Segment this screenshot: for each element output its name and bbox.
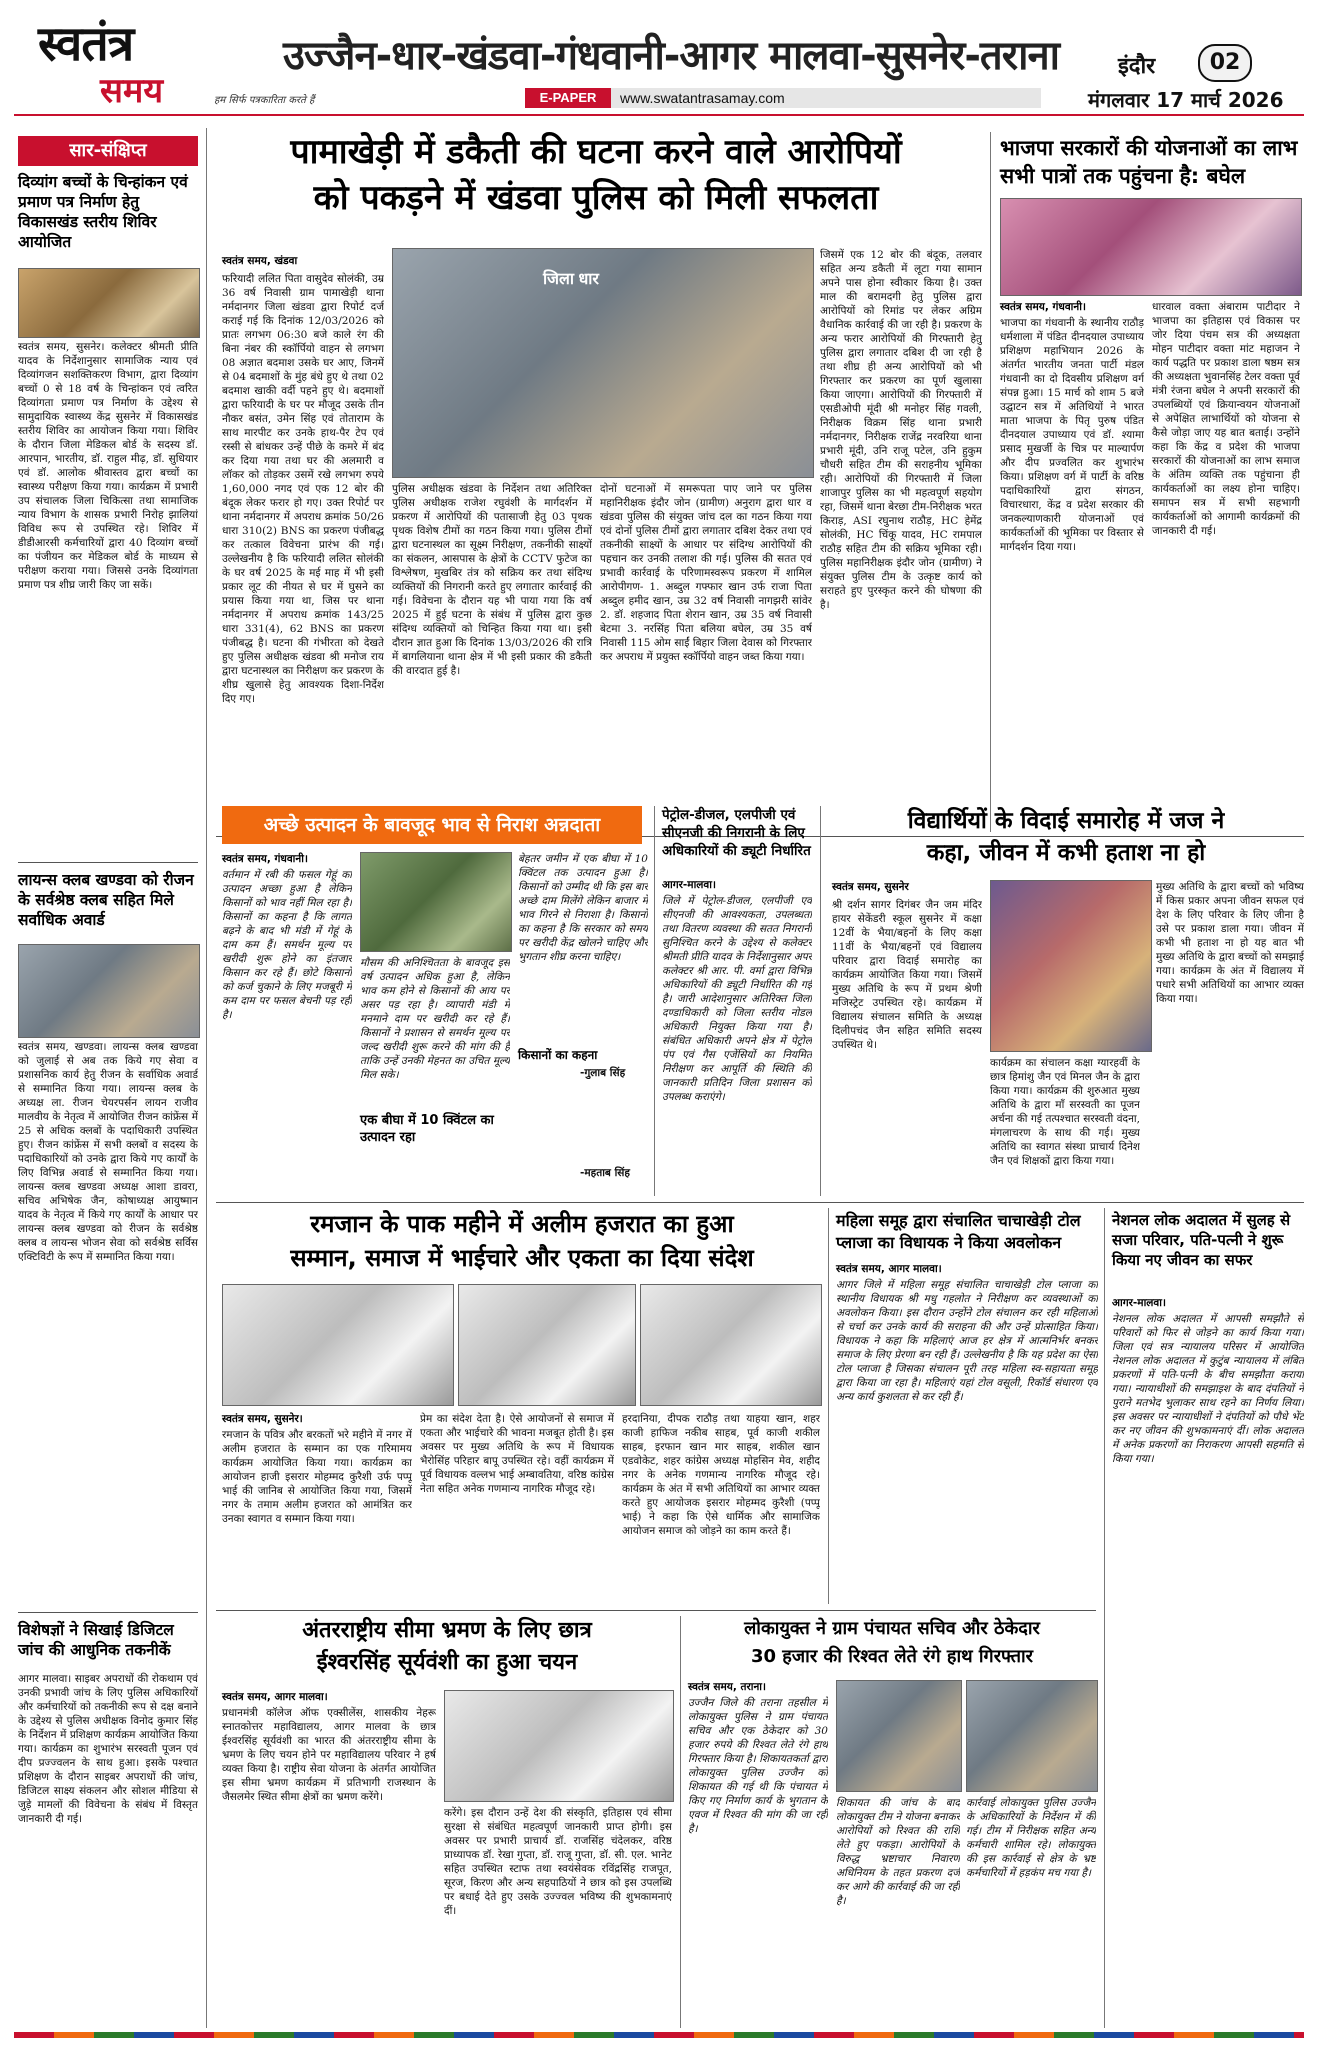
tagline: हम सिर्फ पत्रकारिता करते हैं xyxy=(214,95,315,106)
ramzan-col3: हरदानिया, दीपक राठौड़ तथा याहया खान, शहर काजी हाफिज नकीब साहब, पूर्व काजी शकील साहब, इरफान खान मार साहब, शकील खान एडवोकेट, शहर कांग्रेस अध्यक्ष मोहसिन मेव, शहीद नगर के अनेक गणमान्य नागरिक मौजूद रहे। कार्यक्रम के अंत में सभी अतिथियों का आभार व्यक्त करते हुए आयोजक इसरार मोहम्मद कुरैशी (पप्पू भाई) ने कहा कि ऐसे धार्मिक और सामाजिक आयोजन समाज को जोड़ने का काम करते हैं। xyxy=(622,1413,820,1537)
lokadalat-byline: आगर-मालवा। xyxy=(1112,1297,1166,1309)
border-headline-line1: अंतरराष्ट्रीय सीमा भ्रमण के लिए छात्र xyxy=(302,1618,592,1643)
masthead-rule xyxy=(14,114,1304,116)
ramzan-rule xyxy=(828,1208,829,1604)
border-headline-line2: ईश्वरसिंह सूर्यवंशी का हुआ चयन xyxy=(316,1650,578,1675)
farewell-col2: कार्यक्रम का संचालन कक्षा ग्यारहवीं के छात्र हिमांशु जैन एवं मिनल जैन के द्वारा किया गया। कार्यक्रम की शुरुआत मुख्य अतिथि के द्वारा माँ सरस्वती का पूजन अर्चना की गई तत्पश्चात सरस्वती वंदना, मंगलाचरण के साथ की गई। मुख्य अतिथि का स्वागत संस्था प्राचार्य दिनेश जैन एवं शिक्षकों द्वारा किया गया। xyxy=(990,1057,1140,1167)
fuel-headline: पेट्रोल-डीजल, एलपीजी एवं सीएनजी की निगरानी के लिए अधिकारियों की ड्यूटी निर्धारित xyxy=(662,807,811,859)
farmers-byline: स्वतंत्र समय, गंधवानी। xyxy=(222,853,308,865)
lokayukta-photo1 xyxy=(836,1680,962,1792)
border-col1: प्रधानमंत्री कॉलेज ऑफ एक्सीलेंस, शासकीय नेहरू स्नातकोत्तर महाविद्यालय, आगर मालवा के छात्र ईश्वरसिंह सूर्यवंशी का भारत की अंतरराष्ट्रीय सीमा के भ्रमण के लिए चयन होने पर महाविद्यालय परिवार ने हर्ष व्यक्त किया है। राष्ट्रीय सेवा योजना के अंतर्गत आयोजित इस सीमा भ्रमण कार्यक्रम में प्रतिभागी राजस्थान के जैसलमेर स्थित सीमा क्षेत्रों का भ्रमण करेंगे। xyxy=(222,1707,436,1803)
ramzan-headline-line1: रमजान के पाक महीने में अलीम हजरात का हुआ xyxy=(310,1210,734,1238)
lokayukta-headline-line2: 30 हजार की रिश्वत लेते रंगे हाथ गिरफ्तार xyxy=(750,1646,1034,1667)
bjp-col2: धारवाल वक्ता अंबाराम पाटीदार ने भाजपा का इतिहास एवं विकास पर जोर दिया पंचम सत्र की अध्यक्षता मोहन पाटीदार वक्ता मांट महाजन ने कार्य पद्धति पर प्रकाश डाला षष्ठम सत्र की अध्यक्षता भुवानसिंह टेलर वक्ता पूर्व मंत्री रंजना बघेल ने अपनी सरकारों की उपलब्धियों एवं क्रियान्वयन योजनाओं से अपेक्षित लाभार्थियों को योजना से कैसे जोड़ा जाए यह बात बताई। उन्होंने कहा कि केंद्र व प्रदेश की भाजपा सरकारों की योजनाओं का लाभ समाज के अंतिम व्यक्ति तक पहुंचाना ही कार्यकर्ताओं का लक्ष्य होना चाहिए। समापन सत्र में सभी सहभागी कार्यकर्ताओं को आगामी कार्यक्रमों की जानकारी दी गई। xyxy=(1152,301,1300,537)
issue-date: मंगलवार 17 मार्च 2026 xyxy=(1088,88,1284,112)
sidebar-story3-body: आगर मालवा। साइबर अपराधों की रोकथाम एवं उनकी प्रभावी जांच के लिए पुलिस अधिकारियों और कर्मचारियों को तकनीकी रूप से दक्ष बनाने के उद्देश्य से पुलिस अधीक्षक विनोद कुमार सिंह के निर्देशन में प्रशिक्षण कार्यक्रम आयोजित किया गया। कार्यक्रम का शुभारंभ सरस्वती पूजन एवं दीप प्रज्ज्वलन के साथ हुआ। इसके पश्चात प्रशिक्षण के दौरान साइबर अपराधों की जांच, डिजिटल साक्ष्य संकलन और सोशल मीडिया से जुड़े मामलों की विवेचना के संबंध में विस्तृत जानकारी दी गई। xyxy=(18,1673,198,1825)
sidebar-story2-headline: लायन्स क्लब खण्डवा को रीजन के सर्वश्रेष्ठ क्लब सहित मिले सर्वाधिक अवार्ड xyxy=(18,871,194,929)
lead-col1: फरियादी ललित पिता वासुदेव सोलंकी, उम्र 36 वर्ष निवासी ग्राम पामाखेड़ी थाना नर्मदानगर जिला खंडवा द्वारा रिपोर्ट दर्ज कराई गई कि दिनांक 12/03/2026 को प्रातः लगभग 06:30 बजे काले रंग की बिना नंबर की स्कॉर्पियो वाहन से लगभग 08 अज्ञात बदमाश उसके घर आए, जिनमें से 04 बदमाशों के मुंह बंधे हुए थे तथा 02 बदमाश खाकी वर्दी पहने हुए थे। बदमाशों द्वारा फरियादी के घर पर मौजूद उसके तीन नौकर बसंत, उमेन सिंह एवं तोताराम के साथ मारपीट कर उनके हाथ-पैर टेप एवं रस्सी से बांधकर उन्हें पीछे के कमरे में बंद कर दिया गया तथा घर की अलमारी व लॉकर को तोड़कर उसमें रखे लगभग रुपये 1,60,000 नगद एवं एक 12 बोर की बंदूक लेकर फरार हो गए। उक्त रिपोर्ट पर थाना नर्मदानगर में अपराध क्रमांक 50/26 धारा 310(2) BNS का प्रकरण पंजीबद्ध कर तत्काल विवेचना प्रारंभ की गई। उल्लेखनीय है कि फरियादी ललित सोलंकी के घर वर्ष 2025 के मई माह में भी इसी प्रकार लूट की नीयत से घर में घुसने का प्रयास किया गया था, जिस पर थाना नर्मदानगर में अपराध क्रमांक 143/25 धारा 331(4), 62 BNS का प्रकरण पंजीबद्ध है। घटना की गंभीरता को देखते हुए पुलिस अधीक्षक खंडवा श्री मनोज राय द्वारा घटनास्थल का निरीक्षण कर प्रकरण के शीघ्र खुलासे हेतु आवश्यक दिशा-निर्देश दिए गए। xyxy=(222,273,384,705)
sidebar-story1-headline: दिव्यांग बच्चों के चिन्हांकन एवं प्रमाण पत्र निर्माण हेतु विकासखंड स्तरीय शिविर आयोजित xyxy=(18,173,188,251)
sidebar-section-label: सार-संक्षिप्त xyxy=(18,136,198,166)
footer-bar xyxy=(14,2032,1304,2038)
sidebar-story2-body: स्वतंत्र समय, खण्डवा। लायन्स क्लब खण्डवा को जुलाई से अब तक किये गए सेवा व प्रशासनिक कार्य हेतु रीजन के सर्वाधिक अवार्ड से सम्मानित किया गया। लायन्स क्लब के अध्यक्ष ला. रीजन चेयरपर्सन लायन राजीव मालवीय के नेतृत्व में आयोजित रीजन कांफ्रेंस में 25 से अधिक क्लबों के पदाधिकारी उपस्थित हुए। रीजन कांफ्रेंस में सभी क्लबों व सदस्य के पदाधिकारियों को उनके द्वारा किये गए कार्यों के लिए विभिन्न अवार्ड से सम्मानित किया गया। लायन्स क्लब खण्डवा अध्यक्ष आशा डावरा, सचिव अभिषेक जैन, कोषाध्यक्ष आयुष्मान यादव के नेतृत्व में किये गए कार्यों के आधार पर लायन्स क्लब खण्डवा को रीजन के सर्वश्रेष्ठ क्लब व लायन्स भोजन सेवा को सर्वश्रेष्ठ सर्विस एक्टिविटी के रूप में सम्मानित किया गया। xyxy=(18,1041,198,1263)
website-link[interactable]: www.swatantrasamay.com xyxy=(620,90,785,106)
ramzan-col1: रमजान के पवित्र और बरकतों भरे महीने में नगर में अलीम हजरात के सम्मान का एक गरिमामय कार्यक्रम आयोजित किया गया। कार्यक्रम का आयोजन हाजी इसरार मोहम्मद कुरैशी उर्फ पप्पू भाई की जानिब से आयोजित किया गया, जिसमें नगर के तमाम अलीम हजरात को आमंत्रित कर उनका स्वागत व सम्मान किया गया। xyxy=(222,1429,412,1525)
farmers-col3: बेहतर जमीन में एक बीघा में 10 क्विंटल तक उत्पादन हुआ है। किसानों को उम्मीद थी कि इस बार अच्छे दाम मिलेंगे लेकिन बाजार में भाव गिरने से निराशा है। किसानों का कहना है कि सरकार को समय पर खरीदी केंद्र खोलने चाहिए और भुगतान शीघ्र करना चाहिए। xyxy=(518,853,648,963)
edition-title: उज्जैन-धार-खंडवा-गंधवानी-आगर मालवा-सुसनेर-तराना xyxy=(283,33,1060,79)
ramzan-photo3 xyxy=(640,1284,822,1406)
lead-headline-line2: को पकड़ने में खंडवा पुलिस को मिली सफलता xyxy=(313,178,879,218)
farmers-col1: वर्तमान में रबी की फसल गेहूं का उत्पादन अच्छा हुआ है लेकिन किसानों को भाव नहीं मिल रहा है। किसानों का कहना है कि लागत बढ़ने के बाद भी मंडी में गेहूं के दाम कम हैं। समर्थन मूल्य पर खरीदी शुरू होने का इंतजार किसान कर रहे हैं। छोटे किसानों को कर्ज चुकाने के लिए मजबूरी में कम दाम पर फसल बेचनी पड़ रही है। xyxy=(222,869,352,1021)
logo xyxy=(38,10,238,111)
border-rule xyxy=(680,1616,681,2028)
lokayukta-col1: उज्जैन जिले की तराना तहसील में लोकायुक्त पुलिस ने ग्राम पंचायत सचिव और एक ठेकेदार को 30 हजार रुपये की रिश्वत लेते रंगे हाथ गिरफ्तार किया है। शिकायतकर्ता द्वारा लोकायुक्त पुलिस उज्जैन को शिकायत की गई थी कि पंचायत में किए गए निर्माण कार्य के भुगतान के एवज में रिश्वत की मांग की जा रही है। xyxy=(688,1697,828,1835)
divider-mid3 xyxy=(216,1610,1096,1611)
sidebar-story3-headline: विशेषज्ञों ने सिखाई डिजिटल जांच की आधुनिक तकनीकें xyxy=(18,1621,174,1659)
city-label: इंदौर xyxy=(1118,54,1156,79)
sidebar-story1-photo xyxy=(18,268,200,338)
fuel-byline: आगर-मालवा। xyxy=(662,879,716,891)
ramzan-col2: प्रेम का संदेश देता है। ऐसे आयोजनों से समाज में एकता और भाईचारे की भावना मजबूत होती है। इस अवसर पर मुख्य अतिथि के रूप में विधायक भैरोसिंह परिहार बापू उपस्थित रहे। वहीं कार्यक्रम में पूर्व विधायक वल्लभ भाई अम्बावतिया, वरिष्ठ कांग्रेस नेता सहित अनेक गणमान्य नागरिक मौजूद रहे। xyxy=(420,1413,614,1495)
bjp-byline: स्वतंत्र समय, गंधवानी। xyxy=(1000,301,1086,313)
lokadalat-body: नेशनल लोक अदालत में आपसी समझौते से परिवारों को फिर से जोड़ने का कार्य किया गया। जिला एवं सत्र न्यायालय परिसर में आयोजित नेशनल लोक अदालत में कुटुंब न्यायालय में लंबित प्रकरणों में पति-पत्नी के बीच समझौता कराया गया। न्यायाधीशों की समझाइश के बाद दंपतियों ने पुराने मतभेद भुलाकर साथ रहने का निर्णय लिया। इस अवसर पर न्यायाधीशों ने दंपतियों को पौधे भेंट कर नए जीवन की शुभकामनाएं दीं। लोक अदालत में अनेक प्रकरणों का निराकरण आपसी सहमति से किया गया। xyxy=(1112,1313,1304,1465)
bjp-headline: भाजपा सरकारों की योजनाओं का लाभ सभी पात्रों तक पहुंचना है: बघेल xyxy=(1000,136,1298,188)
farewell-headline-line1: विद्यार्थियों के विदाई समारोह में जज ने xyxy=(907,808,1225,834)
ramzan-byline: स्वतंत्र समय, सुसनेर। xyxy=(222,1413,303,1425)
bjp-col1: भाजपा का गंधवानी के स्थानीय राठौड़ धर्मशाला में पंडित दीनदयाल उपाध्याय प्रशिक्षण महाभियान 2026 के अंतर्गत भारतीय जनता पार्टी मंडल गंधवानी का दो दिवसीय प्रशिक्षण वर्ग संपन्न हुआ। 15 मार्च को शाम 5 बजे उद्घाटन सत्र में अतिथियों ने भारत माता भाजपा के पितृ पुरुष पंडित दीनदयाल उपाध्याय एवं डॉ. श्यामा प्रसाद मुखर्जी के चित्र पर माल्यार्पण और दीप प्रज्वलित कर शुभारंभ किया। प्रशिक्षण वर्ग में पार्टी के वरिष्ठ पदाधिकारियों द्वारा संगठन, विचारधारा, केंद्र व प्रदेश सरकार की जनकल्याणकारी योजनाओं एवं कार्यकर्ताओं की भूमिका पर विस्तार से मार्गदर्शन दिया गया। xyxy=(1000,317,1144,553)
farmers-photo xyxy=(360,852,512,952)
ramzan-headline-line2: सम्मान, समाज में भाईचारे और एकता का दिया संदेश xyxy=(290,1244,754,1272)
ramzan-photo2 xyxy=(458,1284,636,1406)
sidebar-rule xyxy=(206,128,207,2028)
logo-line2: समय xyxy=(100,71,164,111)
logo-line1: स्वतंत्र xyxy=(38,16,134,72)
ramzan-photo1 xyxy=(222,1284,454,1406)
sidebar-divider2 xyxy=(18,1612,198,1613)
farmers-rule xyxy=(654,806,655,1196)
sidebar-story2-photo xyxy=(18,944,200,1038)
page-number: 02 xyxy=(1198,44,1252,82)
lokayukta-headline-line1: लोकायुक्त ने ग्राम पंचायत सचिव और ठेकेदार xyxy=(744,1618,1040,1639)
lokayukta-col3: कार्रवाई लोकायुक्त पुलिस उज्जैन के अधिकारियों के निर्देशन में की गई। टीम में निरीक्षक सहित अन्य कर्मचारी शामिल रहे। लोकायुक्त की इस कार्रवाई से क्षेत्र के भ्रष्ट कर्मचारियों में हड़कंप मच गया है। xyxy=(966,1797,1096,1879)
lokayukta-photo2 xyxy=(966,1680,1098,1792)
farmers-author2: -महताब सिंह xyxy=(580,1167,630,1179)
lokayukta-col2: शिकायत की जांच के बाद लोकायुक्त टीम ने योजना बनाकर आरोपियों को रिश्वत की राशि लेते हुए पकड़ा। आरोपियों के विरुद्ध भ्रष्टाचार निवारण अधिनियम के तहत प्रकरण दर्ज कर आगे की कार्रवाई की जा रही है। xyxy=(836,1797,960,1907)
fuel-body: जिले में पेट्रोल-डीजल, एलपीजी एवं सीएनजी की आवश्यकता, उपलब्धता तथा वितरण व्यवस्था की सतत निगरानी सुनिश्चित करने के उद्देश्य से कलेक्टर श्रीमती प्रीति यादव के निर्देशानुसार अपर कलेक्टर श्री आर. पी. वर्मा द्वारा विभिन्न अधिकारियों की ड्यूटी निर्धारित की गई है। जारी आदेशानुसार अतिरिक्त जिला दण्डाधिकारी को जिला स्तरीय नोडल अधिकारी नियुक्त किया गया है। संबंधित अधिकारी अपने क्षेत्र में पेट्रोल पंप एवं गैस एजेंसियों का नियमित निरीक्षण कर आपूर्ति की स्थिति की जानकारी प्रतिदिन जिला प्रशासन को उपलब्ध कराएंगे। xyxy=(662,895,812,1103)
epaper-label: E-PAPER xyxy=(525,88,611,108)
farewell-col1: श्री दर्शन सागर दिगंबर जैन जम मंदिर हायर सेकेंडरी स्कूल सुसनेर में कक्षा 12वीं के भैया/बहनों के लिए कक्षा 11वीं के भैया/बहनों एवं विद्यालय परिवार द्वारा विदाई समारोह का कार्यक्रम आयोजित किया गया। जिसमें मुख्य अतिथि के रूप में प्रथम श्रेणी मजिस्ट्रेट उपस्थित रहे। कार्यक्रम में विद्यालय संचालन समिति के अध्यक्ष दिलीपचंद जैन सहित समिति सदस्य उपस्थित थे। xyxy=(832,899,982,1051)
farewell-col3: मुख्य अतिथि के द्वारा बच्चों को भविष्य में किस प्रकार अपना जीवन सफल एवं देश के लिए परिवार के लिए जीना है उसे पर प्रकाश डाला गया। जीवन में कभी भी हताश ना हो यह बात भी मुख्य अतिथि के द्वारा बच्चों को समझाई गया। कार्यक्रम के अंत में विद्यालय में पधारे सभी अतिथियों का आभार व्यक्त किया गया। xyxy=(1156,881,1304,1005)
farewell-headline-line2: कहा, जीवन में कभी हताश ना हो xyxy=(926,840,1206,866)
sidebar-divider1 xyxy=(18,862,198,863)
farmers-headline: अच्छे उत्पादन के बावजूद भाव से निराश अन्नदाता xyxy=(222,806,642,844)
lead-byline: स्वतंत्र समय, खंडवा xyxy=(222,255,298,267)
lead-headline-line1: पामाखेड़ी में डकैती की घटना करने वाले आरोपियों xyxy=(290,132,902,172)
farmers-author1: -गुलाब सिंह xyxy=(580,1067,626,1079)
lead-photo xyxy=(392,248,814,478)
border-byline: स्वतंत्र समय, आगर मालवा। xyxy=(222,1691,328,1703)
fuel-rule xyxy=(820,806,821,1196)
toll-body: आगर जिले में महिला समूह संचालित चाचाखेड़ी टोल प्लाजा का स्थानीय विधायक श्री मधु गहलोत ने निरीक्षण कर व्यवस्थाओं का अवलोकन किया। इस दौरान उन्होंने टोल संचालन कर रही महिलाओं से चर्चा कर उनके कार्य की सराहना की और उन्हें प्रोत्साहित किया। विधायक ने कहा कि महिलाएं आज हर क्षेत्र में आत्मनिर्भर बनकर समाज के लिए प्रेरणा बन रही हैं। उल्लेखनीय है कि यह प्रदेश का ऐसा टोल प्लाजा है जिसका संचालन पूरी तरह महिला स्व-सहायता समूह द्वारा किया जा रहा है। महिलाएं यहां टोल वसूली, रिकॉर्ड संधारण एवं अन्य कार्य कुशलता से कर रही हैं। xyxy=(836,1279,1098,1403)
lead-col2: पुलिस अधीक्षक खंडवा के निर्देशन तथा अतिरिक्त पुलिस अधीक्षक राजेश रघुवंशी के मार्गदर्शन में प्रकरण में आरोपियों की पतासाजी हेतु 03 पृथक पृथक विशेष टीमों का गठन किया गया। पुलिस टीमों द्वारा घटनास्थल का सूक्ष्म निरीक्षण, तकनीकी साक्ष्यों का संकलन, आसपास के क्षेत्रों के CCTV फुटेज का विश्लेषण, मुखबिर तंत्र को सक्रिय कर तथा संदिग्ध व्यक्तियों की निगरानी करते हुए लगातार कार्रवाई की गई। विवेचना के दौरान यह भी पाया गया कि वर्ष 2025 में हुई घटना के संबंध में पुलिस द्वारा कुछ संदिग्ध व्यक्तियों को चिन्हित किया गया था। इसी दौरान ज्ञात हुआ कि दिनांक 13/03/2026 की रात्रि में बागलियाना थाना क्षेत्र में भी इसी प्रकार की डकैती की वारदात हुई है। xyxy=(392,483,592,677)
farmers-subhead1: एक बीघा में 10 क्विंटल का उत्पादन रहा xyxy=(360,1113,494,1145)
farewell-byline: स्वतंत्र समय, सुसनेर xyxy=(832,881,909,893)
toll-headline: महिला समूह द्वारा संचालित चाचाखेड़ी टोल प्लाजा का विधायक ने किया अवलोकन xyxy=(836,1211,1081,1252)
bjp-photo xyxy=(1000,198,1302,296)
farmers-subhead2: किसानों का कहना xyxy=(518,1048,598,1062)
toll-rule xyxy=(1104,1208,1105,2028)
divider-mid2 xyxy=(216,1202,1304,1203)
lead-photo-caption: जिला धार xyxy=(543,271,599,288)
lead-rule-right xyxy=(990,132,991,832)
lead-col4: जिसमें एक 12 बोर की बंदूक, तलवार सहित अन्य डकैती में लूटा गया सामान अपने पास होना स्वीकार किया है। उक्त माल की बरामदगी हेतु पुलिस द्वारा आरोपियों को रिमांड पर लेकर अग्रिम वैधानिक कार्रवाई की जा रही है। प्रकरण के अन्य फरार आरोपियों की गिरफ्तारी हेतु पुलिस द्वारा लगातार दबिश दी जा रही है तथा शीघ्र ही अन्य आरोपियों को भी गिरफ्तार कर प्रकरण का पूर्ण खुलासा किया जाएगा। आरोपियों की गिरफ्तारी में एसडीओपी मूंदी श्री मनोहर सिंह गवली, निरीक्षक विक्रम सिंह थाना प्रभारी नर्मदानगर, निरीक्षक राजेंद्र नरवरिया थाना प्रभारी मूंदी, उनि राजू पटेल, उनि हुकुम चौधरी सहित टीम की सराहनीय भूमिका रही। आरोपियों की गिरफ्तारी में जिला शाजापुर पुलिस का भी महत्वपूर्ण सहयोग रहा, जिसमें थाना बेरछा टीम-निरीक्षक भरत किराड़, ASI रघुनाथ राठौड़, HC हेमेंद्र सोलंकी, HC चिंकू यादव, HC रामपाल राठौड़ सहित टीम की सक्रिय भूमिका रही। पुलिस महानिरीक्षक इंदौर जोन (ग्रामीण) ने संयुक्त पुलिस टीम के उत्कृष्ट कार्य को सराहते हुए पुरस्कृत करने की घोषणा की है। xyxy=(820,249,982,611)
masthead xyxy=(0,0,1318,112)
toll-byline: स्वतंत्र समय, आगर मालवा। xyxy=(836,1263,942,1275)
lokadalat-headline: नेशनल लोक अदालत में सुलह से सजा परिवार, पति-पत्नी ने शुरू किया नए जीवन का सफर xyxy=(1112,1211,1291,1269)
lead-col3: दोनों घटनाओं में समरूपता पाए जाने पर पुलिस महानिरीक्षक इंदौर जोन (ग्रामीण) अनुराग द्वारा धार व खंडवा पुलिस की संयुक्त जांच दल का गठन किया गया एवं दोनों पुलिस टीमों द्वारा लगातार दबिश देकर तथा एवं तकनीकी साक्ष्यों के आधार पर संदिग्ध आरोपियों की पहचान कर उनकी तलाश की गई। पुलिस की सतत एवं प्रभावी कार्रवाई के परिणामस्वरूप प्रकरण में शामिल आरोपीगण- 1. अब्दुल गफ्फार खान उर्फ राजा पिता अब्दुल हमीद खान, उम्र 32 वर्ष निवासी नागझरी सांवेर 2. डॉ. शहजाद पिता शेरान खान, उम्र 35 वर्ष निवासी बेटमा 3. नरसिंह पिता बलिया बघेल, उम्र 35 वर्ष निवासी 115 ओम साईं बिहार जिला देवास को गिरफ्तार कर अपराध में प्रयुक्त स्कॉर्पियो वाहन जब्त किया गया। xyxy=(600,483,812,663)
border-col2: करेंगे। इस दौरान उन्हें देश की संस्कृति, इतिहास एवं सीमा सुरक्षा से संबंधित महत्वपूर्ण जानकारी प्राप्त होगी। इस अवसर पर प्रभारी प्राचार्य डॉ. राजसिंह चंदेलकर, वरिष्ठ प्राध्यापक डॉ. रेखा गुप्ता, डॉ. राजू गुप्ता, डॉ. सी. एल. भानेट सहित उपस्थित स्टाफ तथा स्वयंसेवक रविंद्रसिंह राजपूत, सूरज, किरण और अन्य सहपाठियों ने छात्र को इस उपलब्धि पर बधाई देते हुए उसके उज्ज्वल भविष्य की शुभकामनाएं दीं। xyxy=(444,1807,672,1917)
farewell-photo xyxy=(990,880,1152,1052)
border-photo xyxy=(444,1690,674,1802)
farmers-col2: मौसम की अनिश्चितता के बावजूद इस वर्ष उत्पादन अधिक हुआ है, लेकिन भाव कम होने से किसानों की आय पर असर पड़ रहा है। व्यापारी मंडी में मनमाने दाम पर खरीदी कर रहे हैं। किसानों ने प्रशासन से समर्थन मूल्य पर जल्द खरीदी शुरू करने की मांग की है ताकि उन्हें उनकी मेहनत का उचित मूल्य मिल सके। xyxy=(360,957,510,1081)
sidebar-story1-body: स्वतंत्र समय, सुसनेर। कलेक्टर श्रीमती प्रीति यादव के निर्देशानुसार सामाजिक न्याय एवं दिव्यांगजन सशक्तिकरण विभाग, द्वारा दिव्यांग बच्चों 0 से 18 वर्ष के चिन्हांकन एवं त्वरित दिव्यांगता प्रमाण पत्र निर्माण के उद्देश्य से सामुदायिक स्वास्थ्य केंद्र सुसनेर में विकासखंड स्तरीय शिविर का आयोजन किया गया। शिविर के दौरान जिला मेडिकल बोर्ड के सदस्य डॉ. आरपान, भारतीय, डॉ. राहुल मीढ़, डॉ. सुधियार एवं डॉ. आलोक श्रीवास्तव द्वारा बच्चों का स्वास्थ्य परीक्षण किया गया। कार्यक्रम में प्रभारी उप संचालक जिला चिकित्सा तथा सामाजिक न्याय विभाग के शासक प्रभारी निरोह झालियां विविध रूप से उपस्थित रहे। शिविर में डीडीआरसी कर्मचारियों द्वारा 40 दिव्यांग बच्चों का पंजीयन कर मेडिकल बोर्ड के माध्यम से परीक्षण कराया गया। जिससे उनके दिव्यांगता प्रमाण पत्र शीघ्र जारी किए जा सकें। xyxy=(18,341,198,591)
lokayukta-byline: स्वतंत्र समय, तराना। xyxy=(688,1681,766,1693)
